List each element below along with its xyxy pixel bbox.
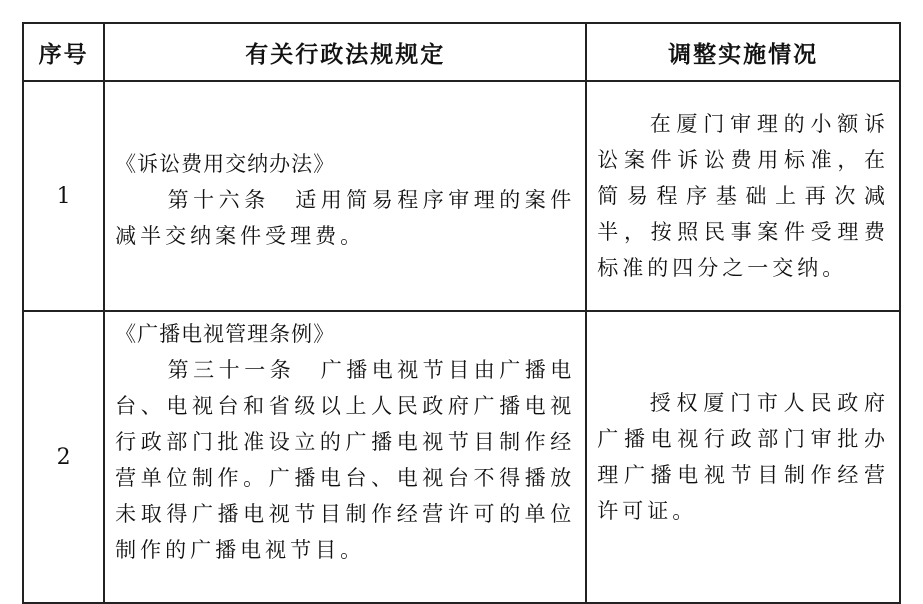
regulation-title: 《广播电视管理条例》 xyxy=(115,322,336,346)
header-number: 序号 xyxy=(23,23,104,81)
regulation-title: 《诉讼费用交纳办法》 xyxy=(115,152,336,176)
adjustment-cell xyxy=(586,81,900,311)
row-number: 1 xyxy=(23,81,104,311)
regulation-cell xyxy=(104,311,586,603)
table-header-row xyxy=(23,23,900,81)
adjustment-text: 在厦门审理的小额诉讼案件诉讼费用标准，在简易程序基础上再次减半，按照民事案件受理费标准的四分之一交纳。 xyxy=(597,112,889,280)
regulation-table xyxy=(22,22,901,604)
header-regulation: 有关行政法规规定 xyxy=(104,23,586,81)
adjustment-cell xyxy=(586,311,900,603)
regulation-text: 第三十一条 广播电视节目由广播电台、电视台和省级以上人民政府广播电视行政部门批准设立的广播电视节目制作经营单位制作。广播电台、电视台不得播放未取得广播电视节目制作经营许可的单位制作的广播电视节目。 xyxy=(115,358,576,562)
table-row xyxy=(23,81,900,311)
adjustment-text: 授权厦门市人民政府广播电视行政部门审批办理广播电视节目制作经营许可证。 xyxy=(597,391,889,523)
header-adjustment: 调整实施情况 xyxy=(586,23,900,81)
table-row xyxy=(23,311,900,603)
row-number: 2 xyxy=(23,311,104,603)
regulation-cell xyxy=(104,81,586,311)
regulation-text: 第十六条 适用简易程序审理的案件减半交纳案件受理费。 xyxy=(115,188,576,248)
